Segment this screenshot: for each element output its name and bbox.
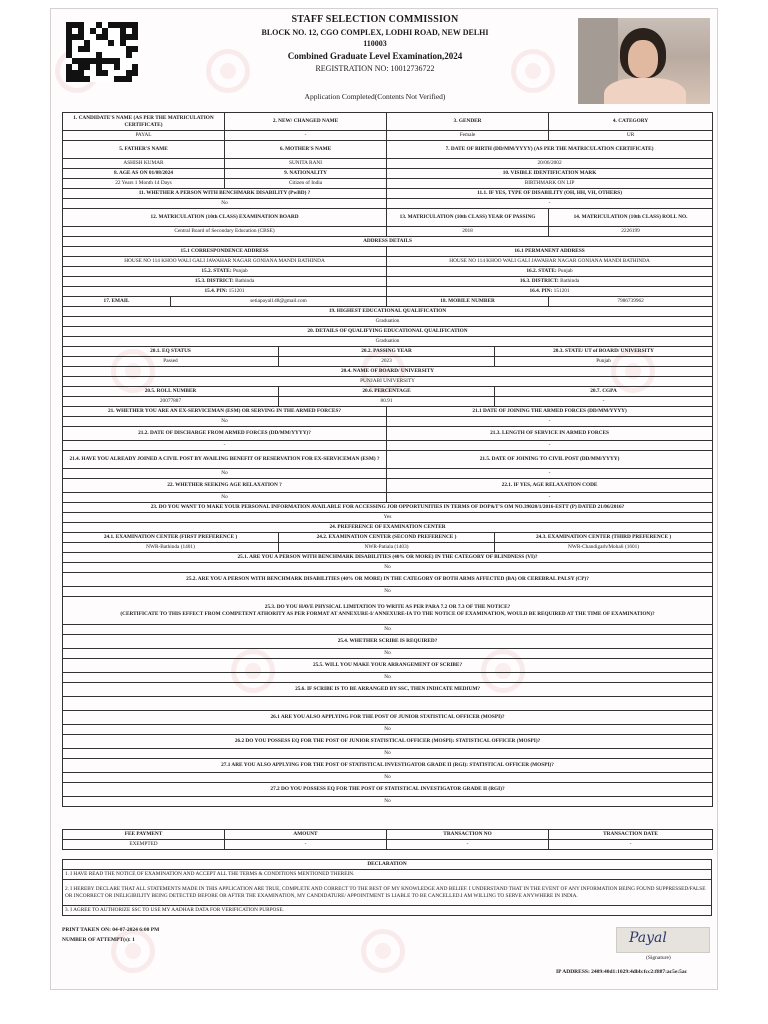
section-title: 24. PREFERENCE OF EXAMINATION CENTER bbox=[63, 523, 713, 533]
field-label: 27.2 DO YOU POSSESS EQ FOR THE POST OF STATISTICAL INVESTIGATOR GRADE II (RGI)? bbox=[63, 783, 713, 797]
field-label: 23. DO YOU WANT TO MAKE YOUR PERSONAL INFORMATION AVAILABLE FOR ACCESSING JOB OPPORTUNITIES IN TERMS OF DOP&T'S OM NO.39020/1/2016-ESTT (P) DATED 21/06/2016? bbox=[63, 503, 713, 513]
field-label: 21. WHETHER YOU ARE AN EX-SERVICEMAN (ESM) OR SERVING IN THE ARMED FORCES? bbox=[63, 407, 387, 417]
form-row bbox=[63, 199, 713, 209]
field-label: 20.4. NAME OF BOARD/ UNIVERSITY bbox=[63, 367, 713, 377]
field-value: Graduation bbox=[63, 317, 713, 327]
form-row bbox=[63, 297, 713, 307]
form-row bbox=[63, 860, 712, 870]
field-label: 9. NATIONALITY bbox=[225, 169, 387, 179]
field-label: 20.3. STATE/ UT of BOARD/ UNIVERSITY bbox=[495, 347, 713, 357]
form-row bbox=[63, 625, 713, 635]
form-row bbox=[63, 227, 713, 237]
form-row bbox=[63, 635, 713, 649]
signature-text: Payal bbox=[629, 930, 667, 946]
field-label: 16.1 PERMANENT ADDRESS bbox=[387, 247, 713, 257]
field-value: No bbox=[63, 749, 713, 759]
field-label: 24.1. EXAMINATION CENTER (FIRST PREFERENCE ) bbox=[63, 533, 279, 543]
field-label: 14. MATRICULATION (10th CLASS) ROLL NO. bbox=[549, 209, 713, 227]
form-row bbox=[63, 759, 713, 773]
field-label-line: 25.3. DO YOU HAVE PHYSICAL LIMITATION TO WRITE AS PER PARA 7.2 OR 7.3 OF THE NOTICE? bbox=[264, 604, 511, 611]
field-label bbox=[63, 597, 713, 625]
form-row bbox=[63, 179, 713, 189]
form-row bbox=[63, 169, 713, 179]
field-value: ASHISH KUMAR bbox=[63, 159, 225, 169]
field-value: No bbox=[63, 773, 713, 783]
field-value: Citizen of India bbox=[225, 179, 387, 189]
field-label: 17. EMAIL bbox=[63, 297, 171, 307]
form-row bbox=[63, 523, 713, 533]
form-row bbox=[63, 367, 713, 377]
form-row bbox=[63, 189, 713, 199]
form-row bbox=[63, 357, 713, 367]
field-label: 22. WHETHER SEEKING AGE RELAXATION ? bbox=[63, 479, 387, 493]
field-value: Bathinda bbox=[560, 278, 580, 285]
form-row bbox=[63, 469, 713, 479]
field-label: 21.2. DATE OF DISCHARGE FROM ARMED FORCES (DD/MM/YYYY)? bbox=[63, 427, 387, 441]
field-value: 151201 bbox=[228, 288, 245, 295]
form-row bbox=[63, 683, 713, 697]
field-label: 20.2. PASSING YEAR bbox=[279, 347, 495, 357]
org-title: STAFF SELECTION COMMISSION bbox=[291, 14, 459, 25]
field-pair: 16.4. PIN: 151201 bbox=[387, 287, 713, 297]
form-row bbox=[63, 513, 713, 523]
field-value: 2018 bbox=[387, 227, 549, 237]
form-row bbox=[63, 673, 713, 683]
form-row bbox=[63, 697, 713, 711]
form-row bbox=[63, 543, 713, 553]
field-value: PAYAL bbox=[63, 131, 225, 141]
form-row bbox=[63, 906, 712, 916]
form-row bbox=[63, 735, 713, 749]
form-row bbox=[63, 417, 713, 427]
form-row bbox=[63, 387, 713, 397]
field-value: Graduation bbox=[63, 337, 713, 347]
signature-label: (Signature) bbox=[646, 955, 671, 961]
field-label: 21.3. LENGTH OF SERVICE IN ARMED FORCES bbox=[387, 427, 713, 441]
transaction-no-value: - bbox=[387, 840, 549, 850]
field-value: PUNJABI UNIVERSITY bbox=[63, 377, 713, 387]
field-label: 21.1 DATE OF JOINING THE ARMED FORCES (DD/MM/YYYY) bbox=[387, 407, 713, 417]
field-value: - bbox=[387, 441, 713, 451]
attempt-count: NUMBER OF ATTEMPT(s): 1 bbox=[62, 937, 135, 943]
field-label: 15.3. DISTRICT bbox=[194, 278, 232, 285]
candidate-photo bbox=[578, 18, 710, 104]
field-label: 3. GENDER bbox=[387, 113, 549, 131]
form-row bbox=[63, 267, 713, 277]
field-value: 20/06/2002 bbox=[387, 159, 713, 169]
field-label: 20.6. PERCENTAGE bbox=[279, 387, 495, 397]
field-value: No bbox=[63, 649, 713, 659]
form-row bbox=[63, 427, 713, 441]
form-row bbox=[63, 113, 713, 131]
field-value: No bbox=[63, 587, 713, 597]
org-address: BLOCK NO. 12, CGO COMPLEX, LODHI ROAD, NEW DELHI bbox=[261, 28, 489, 37]
form-row bbox=[63, 553, 713, 563]
field-value: No bbox=[63, 493, 387, 503]
field-label: 16.3. DISTRICT bbox=[519, 278, 557, 285]
field-value: HOUSE NO 114 KHOO WALI GALI JAWAHAR NAGAR GONIANA MANDI BATHINDA bbox=[63, 257, 387, 267]
form-row bbox=[63, 327, 713, 337]
field-label: 13. MATRICULATION (10th CLASS) YEAR OF PASSING bbox=[387, 209, 549, 227]
org-pin: 110003 bbox=[363, 39, 387, 48]
field-label: 11. WHETHER A PERSON WITH BENCHMARK DISABILITY (PwBD) ? bbox=[63, 189, 387, 199]
fee-table bbox=[62, 829, 713, 850]
field-pair: 16.3. DISTRICT: Bathinda bbox=[387, 277, 713, 287]
form-row bbox=[63, 597, 713, 625]
document-header bbox=[200, 14, 550, 73]
field-label: 7. DATE OF BIRTH (DD/MM/YYYY) (AS PER THE MATRICULATION CERTIFICATE) bbox=[387, 141, 713, 159]
form-row bbox=[63, 659, 713, 673]
field-value bbox=[63, 697, 713, 711]
field-label: 16.2. STATE bbox=[526, 268, 555, 275]
field-label: 15.1 CORRESPONDENCE ADDRESS bbox=[63, 247, 387, 257]
form-row bbox=[63, 131, 713, 141]
form-row bbox=[63, 563, 713, 573]
form-row bbox=[63, 749, 713, 759]
field-label: 20.1. EQ STATUS bbox=[63, 347, 279, 357]
field-value: No bbox=[63, 199, 387, 209]
field-value: No bbox=[63, 725, 713, 735]
column-header: TRANSACTION NO bbox=[387, 830, 549, 840]
form-row bbox=[63, 407, 713, 417]
table-row bbox=[63, 840, 713, 850]
table-header-row bbox=[63, 830, 713, 840]
qr-code-icon bbox=[66, 22, 138, 82]
form-row bbox=[63, 587, 713, 597]
form-row bbox=[63, 317, 713, 327]
field-value: - bbox=[387, 417, 713, 427]
field-value: 80.91 bbox=[279, 397, 495, 407]
field-label: 19. HIGHEST EDUCATIONAL QUALIFICATION bbox=[63, 307, 713, 317]
declaration-item: 2. I HEREBY DECLARE THAT ALL STATEMENTS MADE IN THIS APPLICATION ARE TRUE, COMPLETE AND CORRECT TO THE BEST OF MY KNOWLEDGE AND BELIEF. I UNDERSTAND THAT IN THE EVENT OF ANY INFORMATION BEING FOUND SUPPRESSED/FALSE OR INCORRECT OR INELIGIBILITY BEING DETECTED BEFORE OR AFTER THE EXAMINATION, MY CANDIDATURE/ APPOINTMENT IS LIABLE TO BE CANCELLED.I AM WILLING TO SERVE ANYWHERE IN INDIA. bbox=[63, 880, 712, 906]
field-value: No bbox=[63, 625, 713, 635]
field-value: BIRTHMARK ON LIP bbox=[387, 179, 713, 189]
form-row bbox=[63, 725, 713, 735]
form-row bbox=[63, 880, 712, 906]
field-label: 12. MATRICULATION (10th CLASS) EXAMINATION BOARD bbox=[63, 209, 387, 227]
field-label: 20. DETAILS OF QUALIFYING EDUCATIONAL QUALIFICATION bbox=[63, 327, 713, 337]
mobile-value: 7986739962 bbox=[549, 297, 713, 307]
form-row bbox=[63, 247, 713, 257]
field-value: 151201 bbox=[553, 288, 570, 295]
form-row bbox=[63, 870, 712, 880]
form-row bbox=[63, 773, 713, 783]
form-row bbox=[63, 441, 713, 451]
field-value: HOUSE NO 114 KHOO WALI GALI JAWAHAR NAGAR GONIANA MANDI BATHINDA bbox=[387, 257, 713, 267]
form-row bbox=[63, 237, 713, 247]
column-header: FEE PAYMENT bbox=[63, 830, 225, 840]
field-value: - bbox=[387, 199, 713, 209]
transaction-date-value: - bbox=[549, 840, 713, 850]
field-label: 21.4. HAVE YOU ALREADY JOINED A CIVIL POST BY AVAILING BENEFIT OF RESERVATION FOR EX-SERVICEMAN (ESM) ? bbox=[63, 451, 387, 469]
field-label: 8. AGE AS ON 01/08/2024 bbox=[63, 169, 225, 179]
column-header: AMOUNT bbox=[225, 830, 387, 840]
declaration-item: 1. I HAVE READ THE NOTICE OF EXAMINATION AND ACCEPT ALL THE TERMS & CONDITIONS MENTIONED THEREIN. bbox=[63, 870, 712, 880]
fee-amount-value: - bbox=[225, 840, 387, 850]
field-label: 25.6. IF SCRIBE IS TO BE ARRANGED BY SSC, THEN INDICATE MEDIUM? bbox=[63, 683, 713, 697]
field-label: 11.1. IF YES, TYPE OF DISABILITY (OH, HH, VH, OTHERS) bbox=[387, 189, 713, 199]
form-row bbox=[63, 797, 713, 807]
field-value: Central Board of Secondary Education (CBSE) bbox=[63, 227, 387, 237]
column-header: TRANSACTION DATE bbox=[549, 830, 713, 840]
field-label: 21.5. DATE OF JOINING TO CIVIL POST (DD/MM/YYYY) bbox=[387, 451, 713, 469]
form-row bbox=[63, 209, 713, 227]
form-row bbox=[63, 277, 713, 287]
field-value: NWR-Chandigarh/Mohali (1601) bbox=[495, 543, 713, 553]
field-label: 4. CATEGORY bbox=[549, 113, 713, 131]
field-label: 15.4. PIN bbox=[204, 288, 226, 295]
field-pair: 15.4. PIN: 151201 bbox=[63, 287, 387, 297]
field-pair: 16.2. STATE: Punjab bbox=[387, 267, 713, 277]
field-value: No bbox=[63, 673, 713, 683]
field-value: 20077887 bbox=[63, 397, 279, 407]
field-label: 18. MOBILE NUMBER bbox=[387, 297, 549, 307]
form-row bbox=[63, 377, 713, 387]
field-label-line: (CERTIFICATE TO THIS EFFECT FROM COMPETENT ATHORITY AS PER FORMAT AT ANNEXURE-I/ ANNEXURE-IA TO THE NOTICE OF EXAMINATION, WOULD BE REQUIRED AT THE TIME OF EXAMINATION)? bbox=[120, 610, 655, 617]
field-label: 10. VISIBLE IDENTIFICATION MARK bbox=[387, 169, 713, 179]
form-row bbox=[63, 711, 713, 725]
field-value: - bbox=[63, 441, 387, 451]
signature-image bbox=[616, 927, 710, 953]
field-label: 20.5. ROLL NUMBER bbox=[63, 387, 279, 397]
field-value: Passed bbox=[63, 357, 279, 367]
field-value: Yes bbox=[63, 513, 713, 523]
field-label: 5. FATHER'S NAME bbox=[63, 141, 225, 159]
email-value: setiapayal148@gmail.com bbox=[171, 297, 387, 307]
form-row bbox=[63, 493, 713, 503]
field-value: No bbox=[63, 469, 387, 479]
form-row bbox=[63, 397, 713, 407]
field-label: 2. NEW/ CHANGED NAME bbox=[225, 113, 387, 131]
fee-payment-value: EXEMPTED bbox=[63, 840, 225, 850]
print-timestamp: PRINT TAKEN ON: 04-07-2024 6:00 PM bbox=[62, 927, 160, 933]
form-row bbox=[63, 451, 713, 469]
field-label: 26.1 ARE YOU ALSO APPLYING FOR THE POST OF JUNIOR STATISTICAL OFFICER (MOSPI)? bbox=[63, 711, 713, 725]
field-label: 15.2. STATE bbox=[201, 268, 230, 275]
field-label: 16.4. PIN bbox=[529, 288, 551, 295]
field-value: Punjab bbox=[495, 357, 713, 367]
field-value: No bbox=[63, 797, 713, 807]
field-label: 1. CANDIDATE'S NAME (AS PER THE MATRICULATION CERTIFICATE) bbox=[63, 113, 225, 131]
field-pair: 15.2. STATE: Punjab bbox=[63, 267, 387, 277]
form-row bbox=[63, 159, 713, 169]
exam-name: Combined Graduate Level Examination,2024 bbox=[287, 51, 463, 61]
field-value: 22 Years 1 Month 14 Days bbox=[63, 179, 225, 189]
ip-address: IP ADDRESS: 2409:40d1:1029:4dbb:fcc2:f887:ac5e:5ac bbox=[556, 969, 688, 975]
field-label: 25.5. WILL YOU MAKE YOUR ARRANGEMENT OF SCRIBE? bbox=[63, 659, 713, 673]
field-value: UR bbox=[549, 131, 713, 141]
declaration-item: 3. I AGREE TO AUTHORIZE SSC TO USE MY AADHAR DATA FOR VERIFICATION PURPOSE. bbox=[63, 906, 712, 916]
registration-number: REGISTRATION NO: 10012736722 bbox=[315, 64, 435, 73]
watermark-emblem bbox=[111, 929, 155, 973]
declaration-title: DECLARATION bbox=[63, 860, 712, 870]
field-value: - bbox=[495, 397, 713, 407]
form-row bbox=[63, 783, 713, 797]
field-label: 25.2. ARE YOU A PERSON WITH BENCHMARK DISABILITIES (40% OR MORE) IN THE CATEGORY OF BOTH ARMS AFFECTED (BA) OR CEREBRAL PALSY (CP)? bbox=[63, 573, 713, 587]
form-row bbox=[63, 307, 713, 317]
form-row bbox=[63, 287, 713, 297]
field-value: Punjab bbox=[557, 268, 573, 275]
form-row bbox=[63, 479, 713, 493]
field-value: 2226199 bbox=[549, 227, 713, 237]
field-value: - bbox=[387, 493, 713, 503]
application-form-table bbox=[62, 112, 713, 807]
application-status: Application Completed(Contents Not Verified) bbox=[304, 92, 446, 101]
field-label: 25.4. WHETHER SCRIBE IS REQUIRED? bbox=[63, 635, 713, 649]
section-title: ADDRESS DETAILS bbox=[63, 237, 713, 247]
form-row bbox=[63, 649, 713, 659]
field-value: Punjab bbox=[232, 268, 248, 275]
form-row bbox=[63, 573, 713, 587]
field-label: 22.1. IF YES, AGE RELAXATION CODE bbox=[387, 479, 713, 493]
form-row bbox=[63, 347, 713, 357]
field-value: SUNITA RANI bbox=[225, 159, 387, 169]
form-row bbox=[63, 533, 713, 543]
field-value: NWR-Bathinda (1401) bbox=[63, 543, 279, 553]
watermark-emblem bbox=[361, 929, 405, 973]
field-label: 6. MOTHER'S NAME bbox=[225, 141, 387, 159]
field-value: - bbox=[387, 469, 713, 479]
field-value: Female bbox=[387, 131, 549, 141]
field-pair: 15.3. DISTRICT: Bathinda bbox=[63, 277, 387, 287]
field-label: 24.2. EXAMINATION CENTER (SECOND PREFERENCE ) bbox=[279, 533, 495, 543]
declaration-table bbox=[62, 859, 712, 916]
field-label: 27.1 ARE YOU ALSO APPLYING FOR THE POST OF STATISTICAL INVESTIGATOR GRADE II (RGI): STATISTICAL OFFICER (MOSPI)? bbox=[63, 759, 713, 773]
field-label: 25.1. ARE YOU A PERSON WITH BENCHMARK DISABILITIES (40% OR MORE) IN THE CATEGORY OF BLINDNESS (VI)? bbox=[63, 553, 713, 563]
field-label: 24.3. EXAMINATION CENTER (THIRD PREFERENCE ) bbox=[495, 533, 713, 543]
form-row bbox=[63, 503, 713, 513]
form-row bbox=[63, 141, 713, 159]
form-row bbox=[63, 257, 713, 267]
field-value: No bbox=[63, 563, 713, 573]
form-row bbox=[63, 337, 713, 347]
field-value: - bbox=[225, 131, 387, 141]
field-label: 20.7. CGPA bbox=[495, 387, 713, 397]
field-value: No bbox=[63, 417, 387, 427]
field-value: Bathinda bbox=[235, 278, 255, 285]
field-label: 26.2 DO YOU POSSESS EQ FOR THE POST OF JUNIOR STATISTICAL OFFICER (MOSPI): STATISTICAL OFFICER (MOSPI)? bbox=[63, 735, 713, 749]
field-value: 2023 bbox=[279, 357, 495, 367]
field-value: NWR-Patiala (1403) bbox=[279, 543, 495, 553]
